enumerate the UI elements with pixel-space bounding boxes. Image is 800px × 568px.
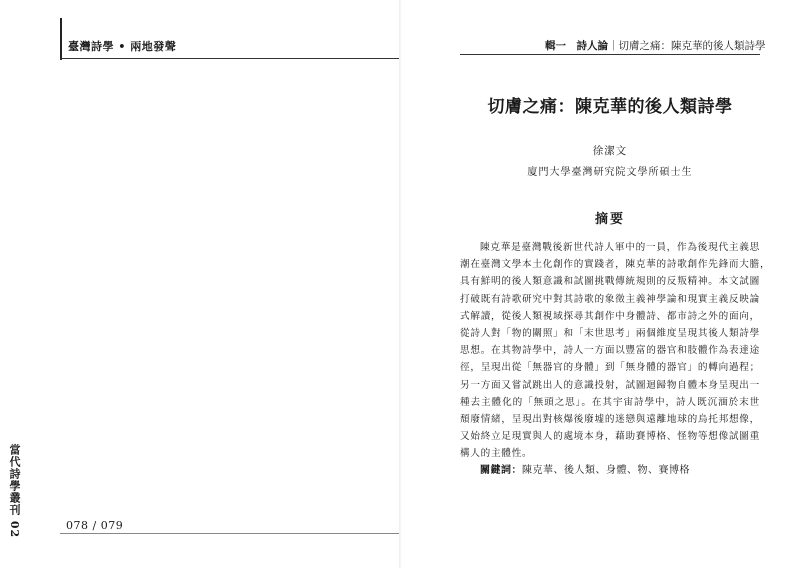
abstract-line: 頹廢情緒，呈現出對核爆後廢墟的迷戀與遠離地球的烏托邦想像， bbox=[460, 413, 760, 425]
abstract-line: 種去主體化的「無頭之思」。在其宇宙詩學中，詩人既沉湎於末世 bbox=[460, 396, 760, 408]
abstract-line: 思想。在其物詩學中，詩人一方面以豐富的器官和肢體作為表達途 bbox=[460, 345, 760, 357]
abstract-heading: 摘要 bbox=[594, 212, 625, 227]
abstract-line: 打破既有詩歌研究中對其詩歌的象徵主義神學論和現實主義反映論 bbox=[460, 293, 760, 305]
abstract-line: 具有鮮明的後人類意識和試圖挑戰傳統規則的反叛精神。本文試圖 bbox=[460, 276, 760, 288]
abstract-line: 另一方面又嘗試跳出人的意識投射，試圖迴歸物自體本身呈現出一 bbox=[460, 379, 760, 391]
abstract-line: 潮在臺灣文學本土化創作的實踐者，陳克華的詩歌創作先鋒而大膽， bbox=[460, 259, 771, 271]
author-name: 徐潔文 bbox=[592, 145, 628, 157]
right-header-rule bbox=[460, 54, 760, 55]
right-running-head bbox=[545, 38, 766, 53]
running-head-title: 切膚之痛：陳克華的後人類詩學 bbox=[618, 40, 766, 52]
left-header-rule bbox=[60, 58, 400, 59]
abstract-line: 徑，呈現出從「無器官的身體」到「無身體的器官」的轉向過程； bbox=[460, 362, 760, 374]
abstract-line: 從詩人對「物的關照」和「末世思考」兩個維度呈現其後人類詩學 bbox=[460, 327, 760, 339]
series-vertical-label: 當代詩學叢刊 02 bbox=[8, 444, 21, 539]
page-numbers: 078 / 079 bbox=[66, 519, 124, 532]
running-head-separator: ｜ bbox=[608, 40, 619, 52]
header-vertical-rule bbox=[60, 18, 62, 60]
keywords-list: 陳克華、後人類、身體、物、賽博格 bbox=[522, 465, 690, 476]
page-gutter bbox=[399, 0, 402, 568]
left-running-head: 臺灣詩學 • 兩地發聲 bbox=[68, 40, 177, 53]
abstract-line: 陳克華是臺灣戰後新世代詩人軍中的一員，作為後現代主義思 bbox=[480, 242, 760, 253]
article-title: 切膚之痛：陳克華的後人類詩學 bbox=[487, 97, 733, 117]
keywords-label: 關鍵詞： bbox=[480, 465, 522, 476]
author-affiliation: 廈門大學臺灣研究院文學所碩士生 bbox=[527, 167, 693, 178]
footer-rule bbox=[60, 533, 400, 534]
abstract-line: 又始終立足現實與人的處境本身，藉助賽博格、怪物等想像試圖重 bbox=[460, 431, 760, 443]
abstract-body bbox=[460, 239, 771, 462]
abstract-line: 式解讀，從後人類視域探尋其創作中身體詩、都市詩之外的面向， bbox=[460, 310, 760, 322]
running-head-section: 輯一 詩人論 bbox=[545, 40, 608, 52]
abstract-line: 構人的主體性。 bbox=[460, 448, 533, 460]
keywords bbox=[480, 461, 690, 476]
